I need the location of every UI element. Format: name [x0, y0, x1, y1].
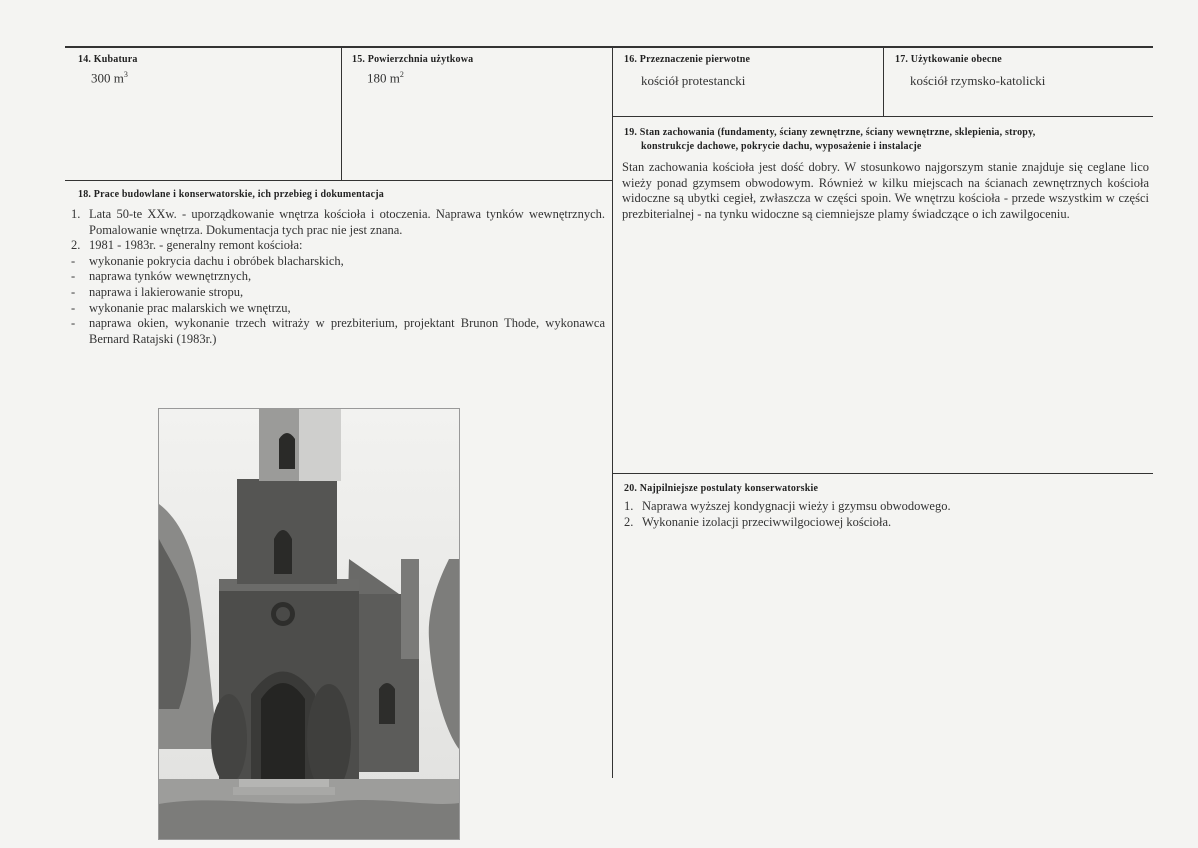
list-item	[71, 301, 605, 317]
field-19-text: Stan zachowania kościoła jest dość dobry. W stosunkowo najgorszym stanie znajduje się ceglane lico wieży ponad gzymsem obwodowym. Również w kilku miejscach na ścianach zewnętrznych kościoła widoczne są ubytki cegieł, zwłaszcza w części spoin. We wnętrzu kościoła - przede wszystkim w części prezbiterialnej - na tynku widoczne są ciemniejsze plamy świadczące o ich zawilgoceniu.	[622, 160, 1149, 221]
list-item	[71, 316, 605, 347]
list-text: naprawa okien, wykonanie trzech witraży w prezbiterium, projektant Brunon Thode, wykonawca Bernard Ratajski (1983r.)	[89, 316, 605, 346]
list-text: Naprawa wyższej kondygnacji wieży i gzymsu obwodowego.	[642, 499, 951, 513]
row-divider-19-20	[612, 473, 1153, 474]
field-16-value: kościół protestancki	[641, 73, 746, 88]
row-divider-16-19	[612, 116, 1153, 117]
field-19-label-line2: konstrukcje dachowe, pokrycie dachu, wyposażenie i instalacje	[641, 141, 922, 152]
field-20-list	[624, 499, 1149, 530]
field-20-label: 20. Najpilniejsze postulaty konserwatorskie	[624, 483, 819, 494]
church-photo	[158, 408, 460, 840]
field-14-unit-sup: 3	[123, 70, 128, 79]
church-illustration	[159, 409, 459, 839]
list-text: wykonanie prac malarskich we wnętrzu,	[89, 300, 291, 315]
list-marker: 2.	[624, 514, 634, 529]
field-14-value-text: 300 m	[91, 70, 124, 86]
list-item	[71, 254, 605, 270]
list-marker: -	[71, 284, 76, 299]
divider-16-17	[883, 46, 884, 116]
field-14-value	[91, 70, 128, 86]
field-15-label: 15. Powierzchnia użytkowa	[352, 54, 474, 65]
field-14-label: 14. Kubatura	[78, 54, 138, 65]
list-marker: 1.	[71, 207, 81, 221]
field-15-value	[367, 70, 404, 86]
list-marker: -	[71, 253, 76, 268]
divider-15-16	[612, 46, 613, 778]
field-17-value: kościół rzymsko-katolicki	[910, 73, 1046, 88]
list-text: Wykonanie izolacji przeciwwilgociowej kościoła.	[642, 514, 892, 529]
divider-14-15	[341, 46, 342, 180]
list-item	[71, 269, 605, 285]
top-border	[65, 46, 1153, 48]
list-item	[624, 515, 1149, 531]
field-16-label: 16. Przeznaczenie pierwotne	[624, 54, 751, 65]
list-marker: -	[71, 269, 76, 284]
list-marker: 2.	[71, 238, 81, 253]
list-text: 1981 - 1983r. - generalny remont kościoła:	[89, 238, 303, 253]
field-19-label-line1: 19. Stan zachowania (fundamenty, ściany zewnętrzne, ściany wewnętrzne, sklepienia, stropy,	[624, 127, 1036, 138]
field-15-unit-sup: 2	[399, 70, 404, 79]
field-18-label: 18. Prace budowlane i konserwatorskie, ich przebieg i dokumentacja	[78, 189, 384, 200]
list-text: wykonanie pokrycia dachu i obróbek blacharskich,	[89, 253, 344, 268]
list-marker: -	[71, 300, 76, 315]
list-item	[71, 207, 605, 238]
list-marker: -	[71, 316, 76, 331]
list-item	[624, 499, 1149, 515]
list-item	[71, 238, 605, 254]
field-18-list	[71, 207, 605, 347]
row-divider-14-18	[65, 180, 612, 181]
list-marker: 1.	[624, 499, 634, 513]
list-text: naprawa i lakierowanie stropu,	[89, 284, 244, 299]
list-item	[71, 285, 605, 301]
list-text: Lata 50-te XXw. - uporządkowanie wnętrza kościoła i otoczenia. Naprawa tynków wewnętrznych. Pomalowanie wnętrza. Dokumentacja tych prac nie jest znana.	[89, 207, 605, 237]
field-17-label: 17. Użytkowanie obecne	[895, 54, 1002, 65]
list-text: naprawa tynków wewnętrznych,	[89, 269, 252, 284]
field-15-value-text: 180 m	[367, 70, 400, 86]
